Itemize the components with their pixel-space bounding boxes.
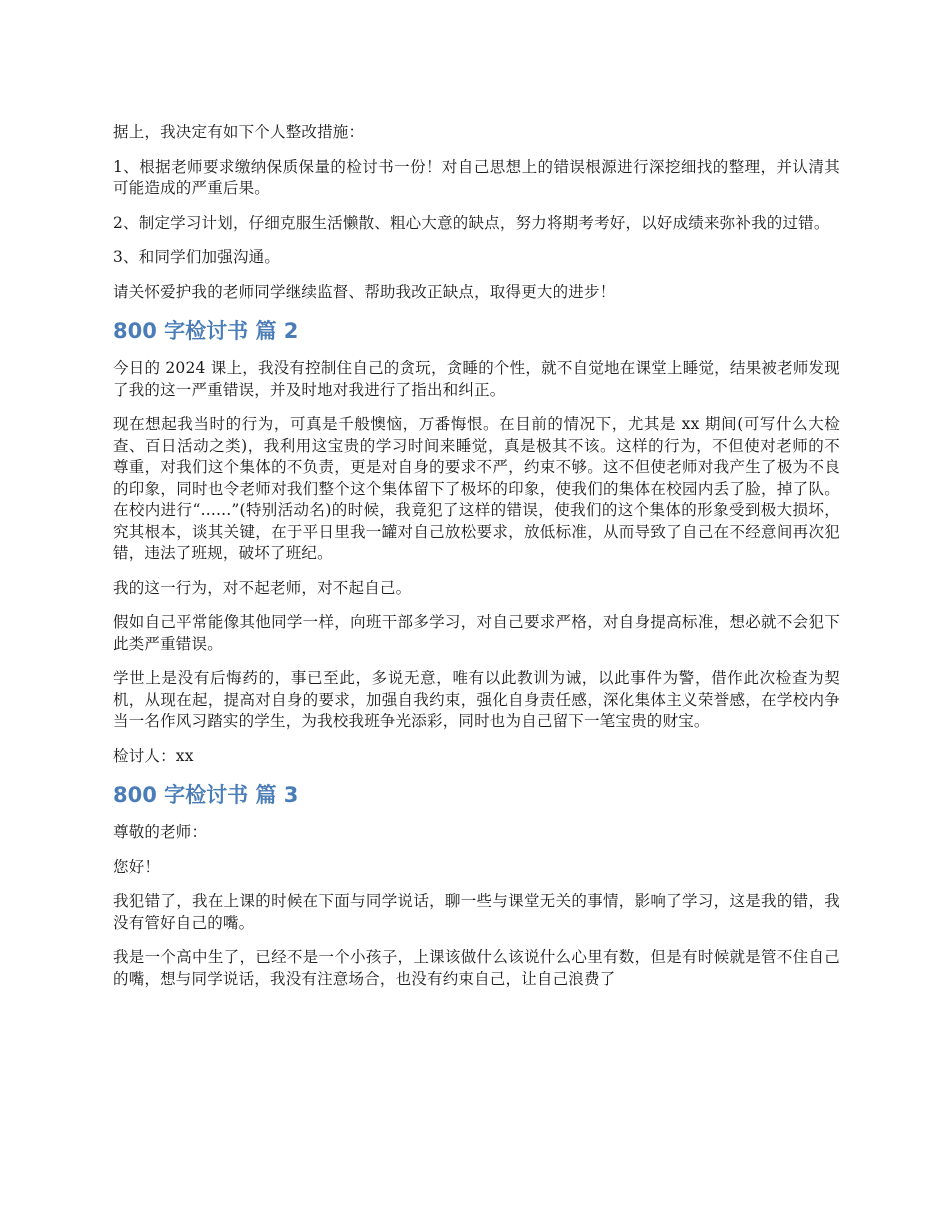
paragraph: 现在想起我当时的行为，可真是千般懊恼，万番悔恨。在目前的情况下，尤其是 xx 期间(可写什么大检查、百日活动之类)，我利用这宝贵的学习时间来睡觉，真是极其不该。这样的行为，不但使对老师的不尊重，对我们这个集体的不负责，更是对自身的要求不严，约束不够。这不但使老师对我产生了极为不良的印象，同时也令老师对我们整个这个集体留下了极坏的印象，使我们的集体在校园内丢了脸，掉了队。在校内进行“......”(特别活动名)的时候，我竟犯了这样的错误，使我们的这个集体的形象受到极大损坏，究其根本，谈其关键，在于平日里我一罐对自己放松要求，放低标准，从而导致了自己在不经意间再次犯错，违法了班规，破坏了班纪。 (113, 415, 840, 562)
paragraph: 据上，我决定有如下个人整改措施： (113, 123, 365, 141)
paragraph: 我是一个高中生了，已经不是一个小孩子，上课该做什么该说什么心里有数，但是有时候就是管不住自己的嘴，想与同学说话，我没有注意场合，也没有约束自己，让自己浪费了 (113, 948, 840, 988)
paragraph: 假如自己平常能像其他同学一样，向班干部多学习，对自己要求严格，对自身提高标准，想必就不会犯下此类严重错误。 (113, 613, 840, 653)
document-page (113, 122, 840, 1003)
section-heading: 800 字检讨书 篇 3 (113, 783, 299, 807)
greeting: 您好！ (113, 857, 161, 876)
paragraph: 我犯错了，我在上课的时候在下面与同学说话，聊一些与课堂无关的事情，影响了学习，这是我的错，我没有管好自己的嘴。 (113, 892, 840, 932)
paragraph: 我的这一行为，对不起老师，对不起自己。 (113, 578, 412, 597)
paragraph: 2、制定学习计划，仔细克服生活懒散、粗心大意的缺点，努力将期考考好，以好成绩来弥补我的过错。 (113, 213, 830, 232)
signature-line: 检讨人：xx (113, 746, 194, 765)
salutation: 尊敬的老师： (113, 823, 208, 841)
paragraph: 3、和同学们加强沟通。 (113, 248, 281, 266)
paragraph: 今日的 2024 课上，我没有控制住自己的贪玩，贪睡的个性，就不自觉地在课堂上睡觉，结果被老师发现了我的这一严重错误，并及时地对我进行了指出和纠正。 (113, 359, 840, 399)
paragraph: 请关怀爱护我的老师同学继续监督、帮助我改正缺点，取得更大的进步！ (113, 282, 616, 301)
paragraph: 1、根据老师要求缴纳保质保量的检讨书一份！对自己思想上的错误根源进行深挖细找的整理，并认清其可能造成的严重后果。 (113, 157, 840, 197)
section-heading: 800 字检讨书 篇 2 (113, 319, 299, 343)
paragraph: 学世上是没有后悔药的，事已至此，多说无意，唯有以此教训为诫，以此事件为警，借作此次检查为契机，从现在起，提高对自身的要求，加强自我约束，强化自身责任感，深化集体主义荣誉感，在学校内争当一名作风习踏实的学生，为我校我班争光添彩，同时也为自己留下一笔宝贵的财宝。 (113, 669, 840, 730)
